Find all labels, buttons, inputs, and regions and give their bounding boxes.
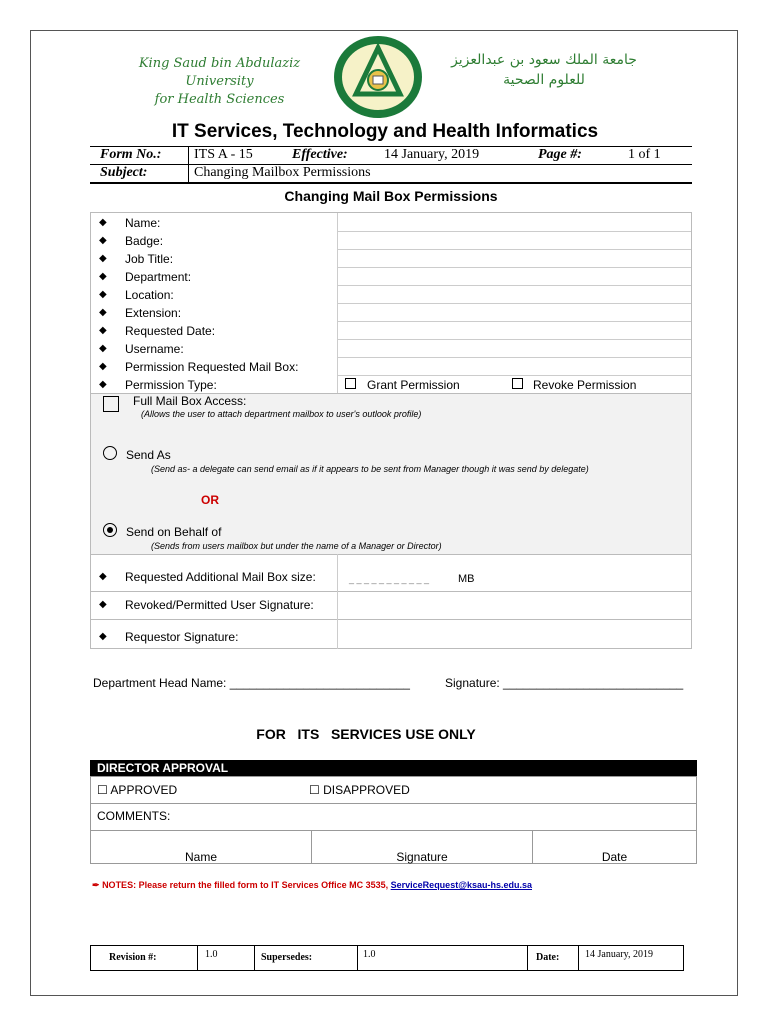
field-row-extension [91,304,691,322]
send-on-behalf-note: (Sends from users mailbox but under the name of a Manager or Director) [151,541,442,551]
effective-value: 14 January, 2019 [384,147,480,162]
comments-row [90,803,697,831]
service-request-email-link[interactable]: ServiceRequest@ksau-hs.edu.sa [390,880,532,890]
director-approval-bar [90,760,697,776]
logo-en-line1: King Saud bin Abdulaziz University [138,56,301,89]
revoke-permission-label: Revoke Permission [533,378,637,392]
full-mailbox-access-checkbox[interactable] [103,396,119,412]
pen-icon: ✒ [92,880,100,890]
send-as-note: (Send as- a delegate can send email as if it appears to be sent from Manager though it was send by delegate) [151,464,589,474]
header-divider [188,146,189,183]
bullet-icon: ◆ [99,235,107,246]
supersedes-value: 1.0 [363,949,376,960]
logo-en-line2: for Health Sciences [154,92,285,107]
bullet-icon: ◆ [99,379,107,390]
department-head-signature-field[interactable]: Signature: ___________________________ [445,676,684,690]
field-row-revoked-signature [91,596,691,614]
full-access-note: (Allows the user to attach department mailbox to user's outlook profile) [141,409,422,419]
director-date-label: Date [601,850,628,864]
access-options-section [91,394,691,554]
bullet-icon: ◆ [99,271,107,282]
director-approval-title: DIRECTOR APPROVAL [97,761,229,775]
return-note [92,880,532,891]
logo-ar-line1: جامعة الملك سعود بن عبدالعزيز [451,52,637,68]
bullet-icon: ◆ [99,571,107,582]
disapproved-option[interactable]: ☐ DISAPPROVED [309,783,410,797]
date-label: Date: [536,952,560,963]
bullet-icon: ◆ [99,253,107,264]
bullet-icon: ◆ [99,631,107,642]
bullet-icon: ◆ [99,325,107,336]
subject-value: Changing Mailbox Permissions [194,165,371,180]
page-label: Page #: [538,147,582,162]
revision-label: Revision #: [109,952,157,963]
its-use-only-heading: FOR ITS SERVICES USE ONLY [256,726,476,742]
field-label-department: Department: [125,270,192,284]
document-title: IT Services, Technology and Health Informatics [171,121,599,142]
send-on-behalf-label: Send on Behalf of [126,525,222,539]
mailbox-size-blank[interactable]: _ _ _ _ _ _ _ _ _ _ _ [349,574,430,584]
director-signature-label: Signature [396,850,448,864]
full-access-label: Full Mail Box Access: [133,394,247,408]
director-date-cell[interactable] [532,830,697,864]
field-row-name [91,214,691,232]
grant-permission-label: Grant Permission [367,378,460,392]
field-label-location: Location: [125,288,174,302]
form-no-label: Form No.: [100,147,162,162]
grant-permission-checkbox[interactable] [345,378,356,389]
requestor-signature-label: Requestor Signature: [125,630,239,644]
bullet-icon: ◆ [99,361,107,372]
university-name-arabic [444,50,644,90]
page-value: 1 of 1 [628,147,661,162]
department-head-name-field[interactable]: Department Head Name: ___________________________ [93,676,410,690]
form-grid [90,212,692,649]
field-row-job-title [91,250,691,268]
bullet-icon: ◆ [99,343,107,354]
field-label-permission-type: Permission Type: [125,378,217,392]
header-rule-bottom [90,182,692,184]
form-title: Changing Mail Box Permissions [284,188,498,204]
send-as-radio[interactable] [103,446,117,460]
field-row-username [91,340,691,358]
field-row-mailbox [91,358,691,376]
field-label-badge: Badge: [125,234,164,248]
field-label-name: Name: [125,216,161,230]
university-name-english [112,55,327,109]
revoked-signature-label: Revoked/Permitted User Signature: [125,598,314,612]
field-label-job-title: Job Title: [125,252,174,266]
field-row-location [91,286,691,304]
date-value: 14 January, 2019 [585,949,653,960]
form-no-value: ITS A - 15 [194,147,253,162]
approval-row [90,776,697,804]
field-row-badge [91,232,691,250]
field-label-username: Username: [125,342,184,356]
field-label-mailbox: Permission Requested Mail Box: [125,360,299,374]
supersedes-label: Supersedes: [261,952,313,963]
effective-label: Effective: [292,147,348,162]
field-row-mailbox-size [91,568,691,586]
note-text: NOTES: Please return the filled form to IT Services Office MC 3535, [102,880,391,890]
revoke-permission-checkbox[interactable] [512,378,523,389]
field-label-requested-date: Requested Date: [125,324,216,338]
send-on-behalf-radio[interactable] [103,523,117,537]
or-label: OR [201,493,219,507]
bullet-icon: ◆ [99,307,107,318]
revision-table [90,945,684,971]
comments-label: COMMENTS: [97,809,171,823]
mailbox-size-unit: MB [458,573,475,585]
field-label-extension: Extension: [125,306,182,320]
field-row-requestor-signature [91,628,691,646]
send-as-label: Send As [126,448,171,462]
director-signature-cell[interactable] [311,830,533,864]
revision-value: 1.0 [205,949,218,960]
field-row-permission-type [91,376,691,394]
university-seal-icon [330,34,426,120]
logo-ar-line2: للعلوم الصحية [503,72,585,88]
bullet-icon: ◆ [99,217,107,228]
field-row-department [91,268,691,286]
subject-label: Subject: [100,165,148,180]
director-name-cell[interactable] [90,830,312,864]
mailbox-size-label: Requested Additional Mail Box size: [125,570,316,584]
approved-option[interactable]: ☐ APPROVED [97,783,178,797]
bullet-icon: ◆ [99,289,107,300]
bullet-icon: ◆ [99,599,107,610]
director-name-label: Name [184,850,217,864]
field-row-requested-date [91,322,691,340]
